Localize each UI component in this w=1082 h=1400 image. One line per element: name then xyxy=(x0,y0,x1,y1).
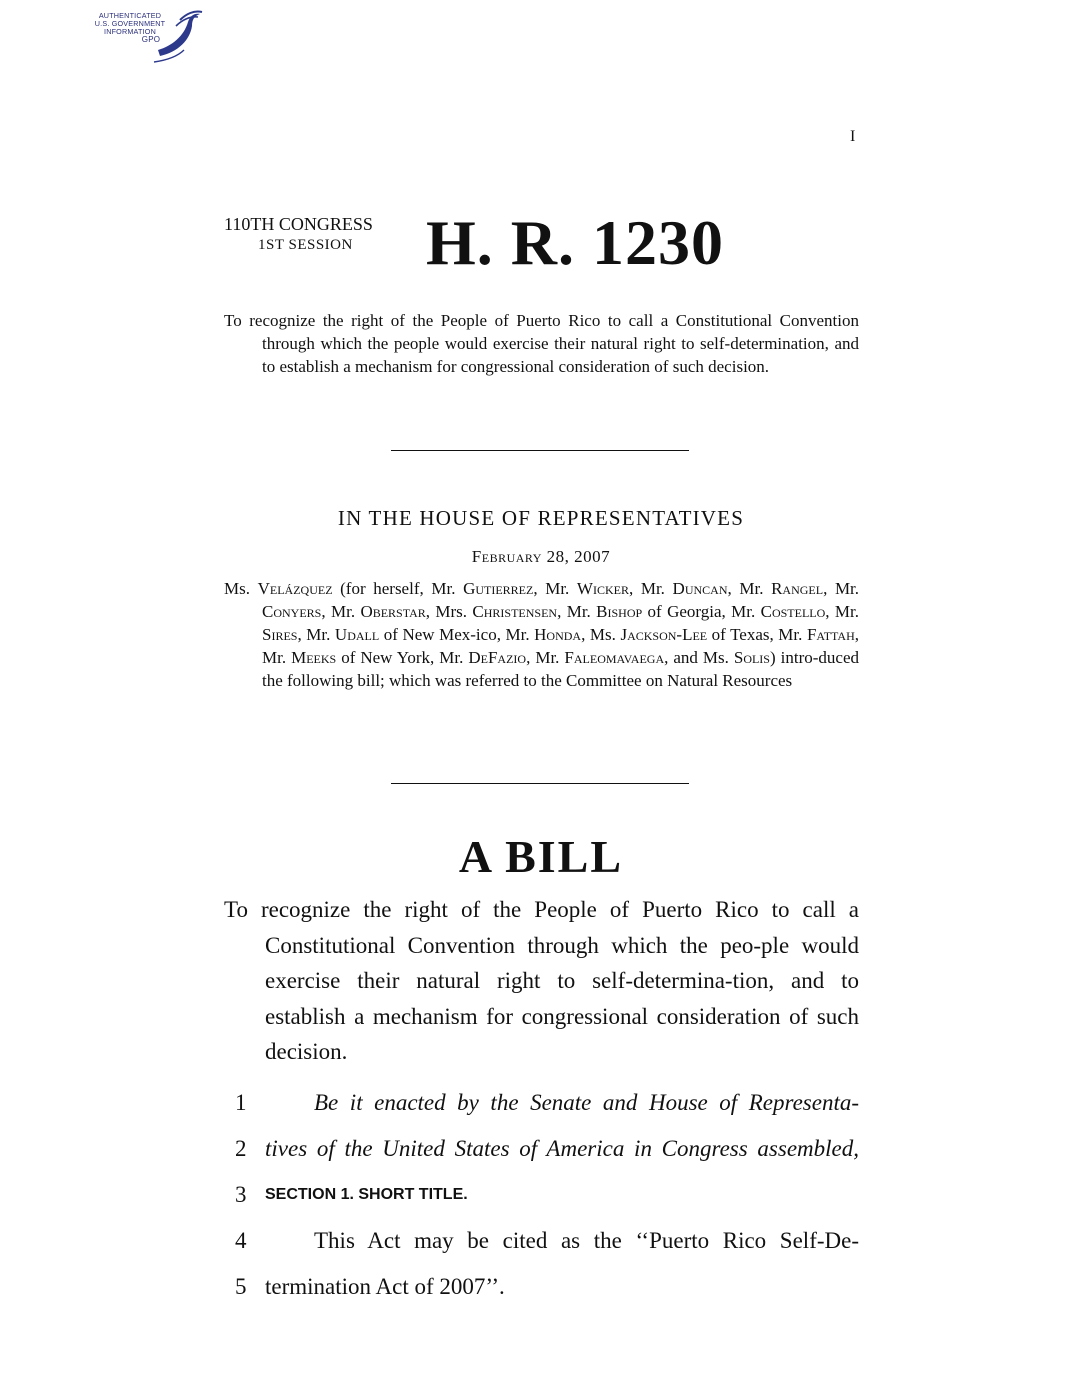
bill-number: H. R. 1230 xyxy=(426,207,724,278)
line-number: 5 xyxy=(235,1274,247,1299)
enacting-clause: tives of the United States of America in Congress assembled, xyxy=(265,1136,859,1161)
section-text: This Act may be cited as the ‘‘Puerto Rico Self-De- xyxy=(314,1228,859,1253)
line-number: 2 xyxy=(235,1136,247,1161)
chamber-heading: IN THE HOUSE OF REPRESENTATIVES xyxy=(337,506,745,530)
logo-gpo: GPO xyxy=(141,35,161,44)
section-heading: SECTION 1. SHORT TITLE. xyxy=(265,1186,468,1203)
enacting-clause: Be it enacted by the Senate and House of Representa- xyxy=(314,1090,859,1115)
line-number: 1 xyxy=(235,1090,247,1115)
logo-line: U.S. GOVERNMENT xyxy=(94,19,166,28)
a-bill-heading: A BILL xyxy=(458,831,624,882)
line-number: 3 xyxy=(235,1182,247,1207)
page-number: I xyxy=(850,128,856,145)
sponsors-statement: Ms. Velázquez (for herself, Mr. Gutierrez, Mr. Wicker, Mr. Duncan, Mr. Rangel, Mr. Conyers, Mr. Oberstar, Mrs. Christensen, Mr. Bishop of Georgia, Mr. Costello, Mr. Sires, Mr. Udall of New Mex-ico, Mr. Honda, Ms. Jackson-Lee of Texas, Mr. Fattah, Mr. Meeks of New York, Mr. DeFazio, Mr. Faleomavaega, and Ms. Solis) intro-duced the following bill; which was referred to the Committee on Natural Resources xyxy=(224,579,860,690)
section-text: termination Act of 2007’’. xyxy=(265,1274,505,1299)
short-title: To recognize the right of the People of Puerto Rico to call a Constitutional Convention through which the people would exercise their natural right to self-determination, and to establish a mechanism for congressional consideration of such decision. xyxy=(224,311,859,376)
line-number: 4 xyxy=(235,1228,247,1253)
divider xyxy=(391,783,689,784)
gpo-authentication-logo xyxy=(88,6,208,64)
divider xyxy=(391,450,689,451)
introduction-date: February 28, 2007 xyxy=(471,547,611,566)
logo-line: AUTHENTICATED xyxy=(98,11,162,20)
long-title: To recognize the right of the People of Puerto Rico to call a Constitutional Convention through which the peo-ple would exercise their natural right to self-determina-tion, and to establish a mechanism for congressional consideration of such decision. xyxy=(224,897,859,1064)
logo-line: INFORMATION xyxy=(104,27,156,36)
congress-label: 110TH CONGRESS xyxy=(224,214,373,234)
eagle-icon xyxy=(150,6,206,64)
session-label: 1ST SESSION xyxy=(258,237,353,253)
